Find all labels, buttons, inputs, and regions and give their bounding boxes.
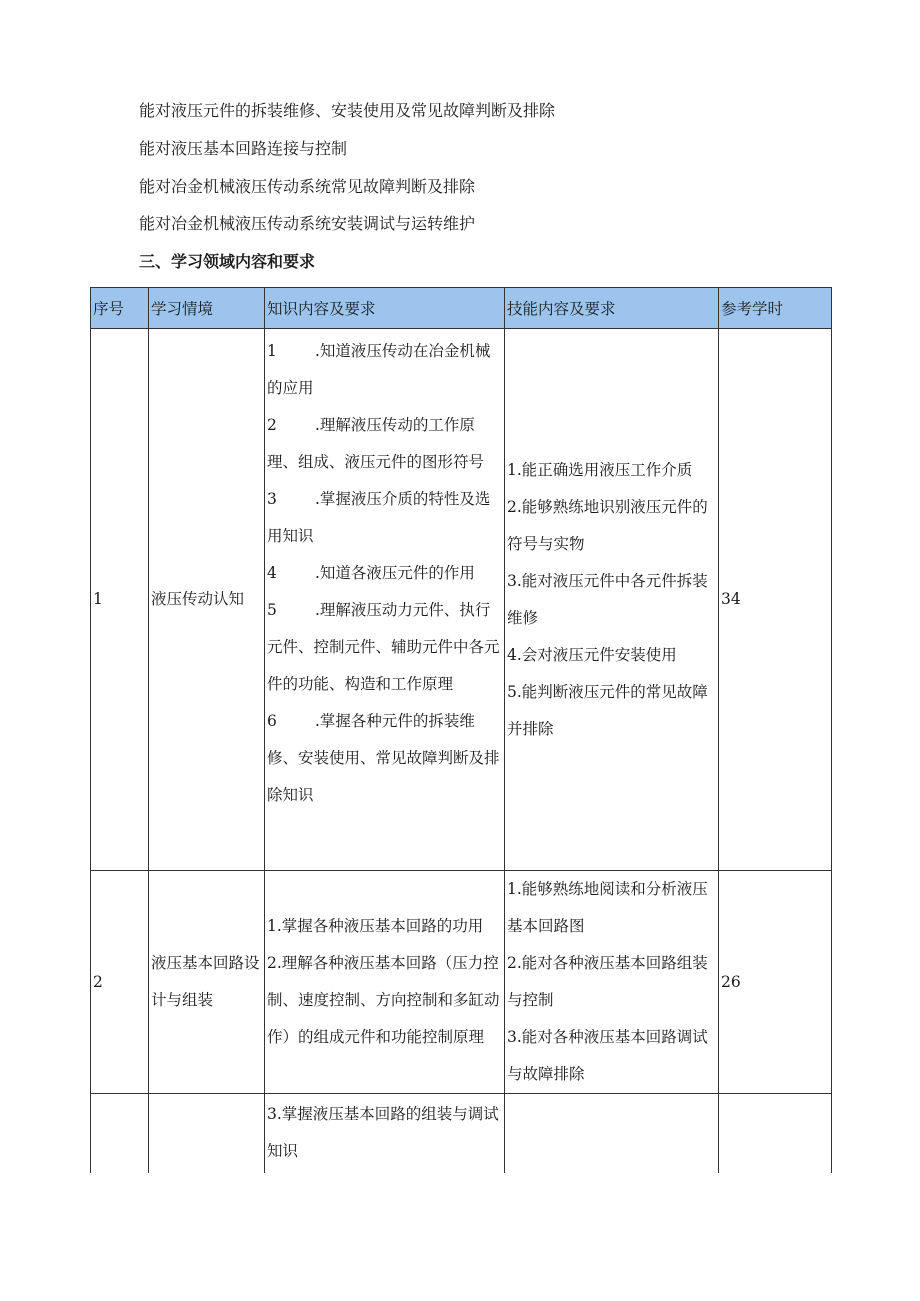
- col-header-skills: 技能内容及要求: [505, 288, 719, 329]
- table-row: [91, 1094, 832, 1173]
- skill-item: 3.能对液压元件中各元件拆装维修: [507, 571, 708, 627]
- row-knowledge: [265, 329, 505, 871]
- knowledge-item-number: 4: [267, 564, 277, 582]
- knowledge-item-text: .理解液压动力元件、执行元件、控制元件、辅助元件中各元件的功能、构造和工作原理: [267, 601, 500, 693]
- row-no: 1: [91, 329, 149, 871]
- row-hours: [719, 1094, 832, 1173]
- row-no: [91, 1094, 149, 1173]
- knowledge-item: [267, 407, 504, 481]
- row-skills: [505, 871, 719, 1094]
- knowledge-item-text: .知道液压传动在冶金机械的应用: [267, 342, 491, 397]
- knowledge-item: [267, 592, 504, 703]
- knowledge-item: [267, 333, 504, 407]
- col-header-situation: 学习情境: [149, 288, 265, 329]
- col-header-no: 序号: [91, 288, 149, 329]
- knowledge-item-number: 5: [267, 601, 277, 619]
- col-header-knowledge: 知识内容及要求: [265, 288, 505, 329]
- knowledge-item-number: 2: [267, 416, 277, 434]
- row-hours: 34: [719, 329, 832, 871]
- intro-line: 能对液压元件的拆装维修、安装使用及常见故障判断及排除: [139, 101, 556, 120]
- row-hours: 26: [719, 871, 832, 1094]
- knowledge-item-text: .掌握各种元件的拆装维修、安装使用、常见故障判断及排除知识: [267, 712, 500, 804]
- row-situation: 液压传动认知: [149, 329, 265, 871]
- knowledge-item: [267, 555, 504, 592]
- knowledge-item: [267, 703, 504, 814]
- row-situation: 液压基本回路设计与组装: [149, 871, 265, 1094]
- knowledge-item: 2.理解各种液压基本回路（压力控制、速度控制、方向控制和多缸动作）的组成元件和功能控制原理: [267, 954, 500, 1046]
- intro-line: 能对液压基本回路连接与控制: [139, 139, 348, 158]
- intro-line: 能对冶金机械液压传动系统安装调试与运转维护: [139, 214, 476, 233]
- row-no: 2: [91, 871, 149, 1094]
- table-row: [91, 329, 832, 871]
- skill-item: 4.会对液压元件安装使用: [507, 645, 677, 664]
- knowledge-item-text: .理解液压传动的工作原理、组成、液压元件的图形符号: [267, 416, 485, 471]
- row-knowledge: [265, 1094, 505, 1173]
- skill-item: 2.能够熟练地识别液压元件的符号与实物: [507, 497, 708, 553]
- table-header-row: [91, 288, 832, 329]
- knowledge-item-number: 3: [267, 490, 277, 508]
- knowledge-item: 3.掌握液压基本回路的组装与调试知识: [267, 1105, 499, 1160]
- knowledge-item-number: 1: [267, 342, 277, 360]
- row-skills: [505, 329, 719, 871]
- col-header-hours: 参考学时: [719, 288, 832, 329]
- skill-item: 3.能对各种液压基本回路调试与故障排除: [507, 1028, 708, 1083]
- row-knowledge: [265, 871, 505, 1094]
- skill-item: 2.能对各种液压基本回路组装与控制: [507, 954, 708, 1009]
- row-situation: [149, 1094, 265, 1173]
- curriculum-table: [90, 287, 832, 1173]
- row-skills: [505, 1094, 719, 1173]
- knowledge-item-number: 6: [267, 712, 277, 730]
- knowledge-item: 1.掌握各种液压基本回路的功用: [267, 917, 484, 935]
- intro-line: 能对冶金机械液压传动系统常见故障判断及排除: [139, 177, 476, 196]
- skill-item: 1.能正确选用液压工作介质: [507, 460, 693, 479]
- skill-item: 1.能够熟练地阅读和分析液压基本回路图: [507, 880, 708, 935]
- knowledge-item-text: .知道各液压元件的作用: [315, 564, 475, 582]
- knowledge-item-text: .掌握液压介质的特性及选用知识: [267, 490, 491, 545]
- skill-item: 5.能判断液压元件的常见故障并排除: [507, 682, 708, 738]
- knowledge-item: [267, 481, 504, 555]
- section-heading: 三、学习领域内容和要求: [139, 252, 316, 271]
- table-row: [91, 871, 832, 1094]
